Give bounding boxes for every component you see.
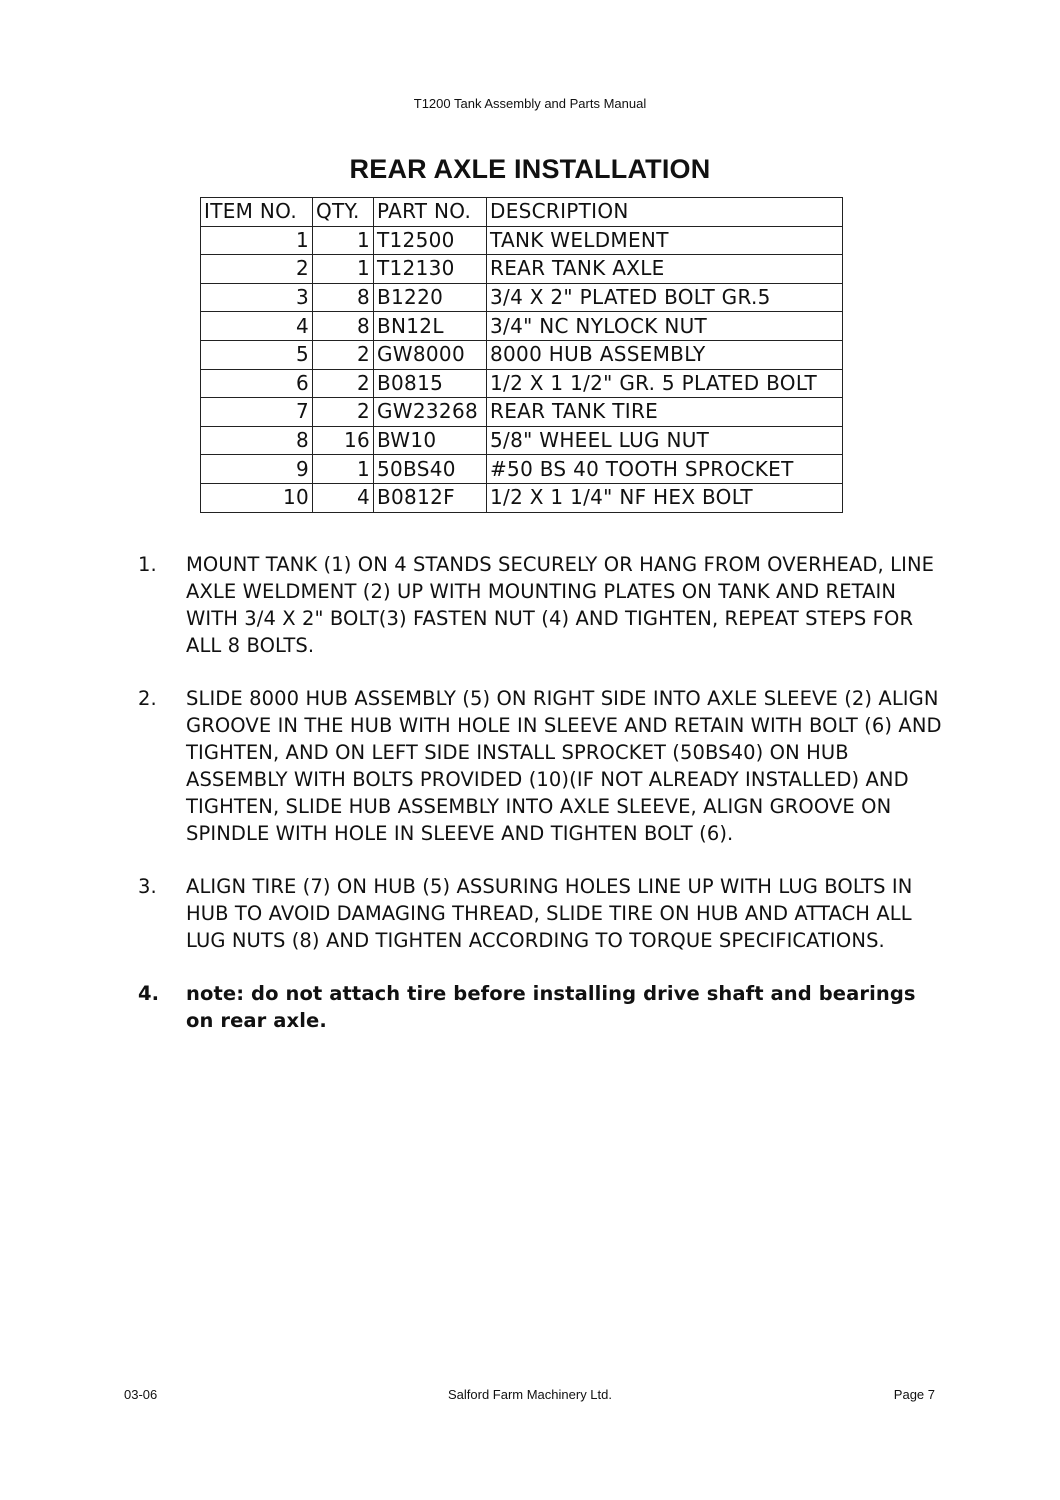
description-cell: 5/8" WHEEL LUG NUT [487,426,843,455]
qty-cell: 1 [313,255,374,284]
part-no-cell: 50BS40 [374,455,487,484]
page-header: T1200 Tank Assembly and Parts Manual [413,96,647,111]
step-item-note [138,980,948,1034]
table-row [201,398,843,427]
description-cell: REAR TANK AXLE [487,255,843,284]
qty-cell: 4 [313,483,374,512]
item-no-cell: 8 [201,426,313,455]
description-cell: 3/4 X 2" PLATED BOLT GR.5 [487,283,843,312]
step-text: MOUNT TANK (1) ON 4 STANDS SECURELY OR HANG FROM OVERHEAD, LINE AXLE WELDMENT (2) UP WITH MOUNTING PLATES ON TANK AND RETAIN WITH 3/4 X 2" BOLT(3) FASTEN NUT (4) AND TIGHTEN, REPEAT STEPS FOR ALL 8 BOLTS. [186,553,935,657]
part-no-cell: T12500 [374,226,487,255]
part-no-cell: B0815 [374,369,487,398]
table-row [201,283,843,312]
step-number: 4. [138,982,160,1005]
description-cell: REAR TANK TIRE [487,398,843,427]
part-no-cell: BW10 [374,426,487,455]
item-no-cell: 4 [201,312,313,341]
item-no-cell: 2 [201,255,313,284]
part-no-cell: B0812F [374,483,487,512]
step-number: 1. [138,553,157,576]
step-text: ALIGN TIRE (7) ON HUB (5) ASSURING HOLES LINE UP WITH LUG BOLTS IN HUB TO AVOID DAMAGING THREAD, SLIDE TIRE ON HUB AND ATTACH ALL LUG NUTS (8) AND TIGHTEN ACCORDING TO TORQUE SPECIFICATIONS. [186,875,913,952]
item-no-cell: 6 [201,369,313,398]
item-no-cell: 5 [201,340,313,369]
description-cell: #50 BS 40 TOOTH SPROCKET [487,455,843,484]
column-header-part-no: PART NO. [374,198,487,227]
table-row [201,340,843,369]
column-header-item-no: ITEM NO. [201,198,313,227]
footer-company: Salford Farm Machinery Ltd. [447,1387,612,1402]
part-no-cell: T12130 [374,255,487,284]
table-row [201,255,843,284]
footer-page-number: Page 7 [893,1387,935,1402]
qty-cell: 1 [313,226,374,255]
page-title: REAR AXLE INSTALLATION [349,154,711,184]
qty-cell: 16 [313,426,374,455]
item-no-cell: 10 [201,483,313,512]
qty-cell: 2 [313,369,374,398]
step-number: 3. [138,875,157,898]
qty-cell: 8 [313,312,374,341]
table-row [201,226,843,255]
installation-steps [138,551,948,1060]
step-number: 2. [138,687,157,710]
table-row [201,426,843,455]
item-no-cell: 1 [201,226,313,255]
part-no-cell: BN12L [374,312,487,341]
part-no-cell: GW8000 [374,340,487,369]
step-item [138,551,948,659]
footer-date: 03-06 [124,1387,158,1402]
qty-cell: 1 [313,455,374,484]
table-row [201,369,843,398]
part-no-cell: B1220 [374,283,487,312]
qty-cell: 2 [313,340,374,369]
table-row [201,312,843,341]
item-no-cell: 7 [201,398,313,427]
qty-cell: 2 [313,398,374,427]
description-cell: 1/2 X 1 1/4" NF HEX BOLT [487,483,843,512]
description-cell: 1/2 X 1 1/2" GR. 5 PLATED BOLT [487,369,843,398]
table-row [201,455,843,484]
part-no-cell: GW23268 [374,398,487,427]
description-cell: TANK WELDMENT [487,226,843,255]
step-text: note: do not attach tire before installing drive shaft and bearings on rear axle. [186,982,916,1032]
description-cell: 8000 HUB ASSEMBLY [487,340,843,369]
item-no-cell: 3 [201,283,313,312]
item-no-cell: 9 [201,455,313,484]
column-header-description: DESCRIPTION [487,198,843,227]
parts-table [200,197,843,513]
qty-cell: 8 [313,283,374,312]
step-item [138,685,948,847]
column-header-qty: QTY. [313,198,374,227]
description-cell: 3/4" NC NYLOCK NUT [487,312,843,341]
step-item [138,873,948,954]
table-row [201,483,843,512]
step-text: SLIDE 8000 HUB ASSEMBLY (5) ON RIGHT SIDE INTO AXLE SLEEVE (2) ALIGN GROOVE IN THE HUB WITH HOLE IN SLEEVE AND RETAIN WITH BOLT (6) AND TIGHTEN, AND ON LEFT SIDE INSTALL SPROCKET (50BS40) ON HUB ASSEMBLY WITH BOLTS PROVIDED (10)(IF NOT ALREADY INSTALLED) AND TIGHTEN, SLIDE HUB ASSEMBLY INTO AXLE SLEEVE, ALIGN GROOVE ON SPINDLE WITH HOLE IN SLEEVE AND TIGHTEN BOLT (6). [186,687,942,845]
table-header-row [201,198,843,227]
